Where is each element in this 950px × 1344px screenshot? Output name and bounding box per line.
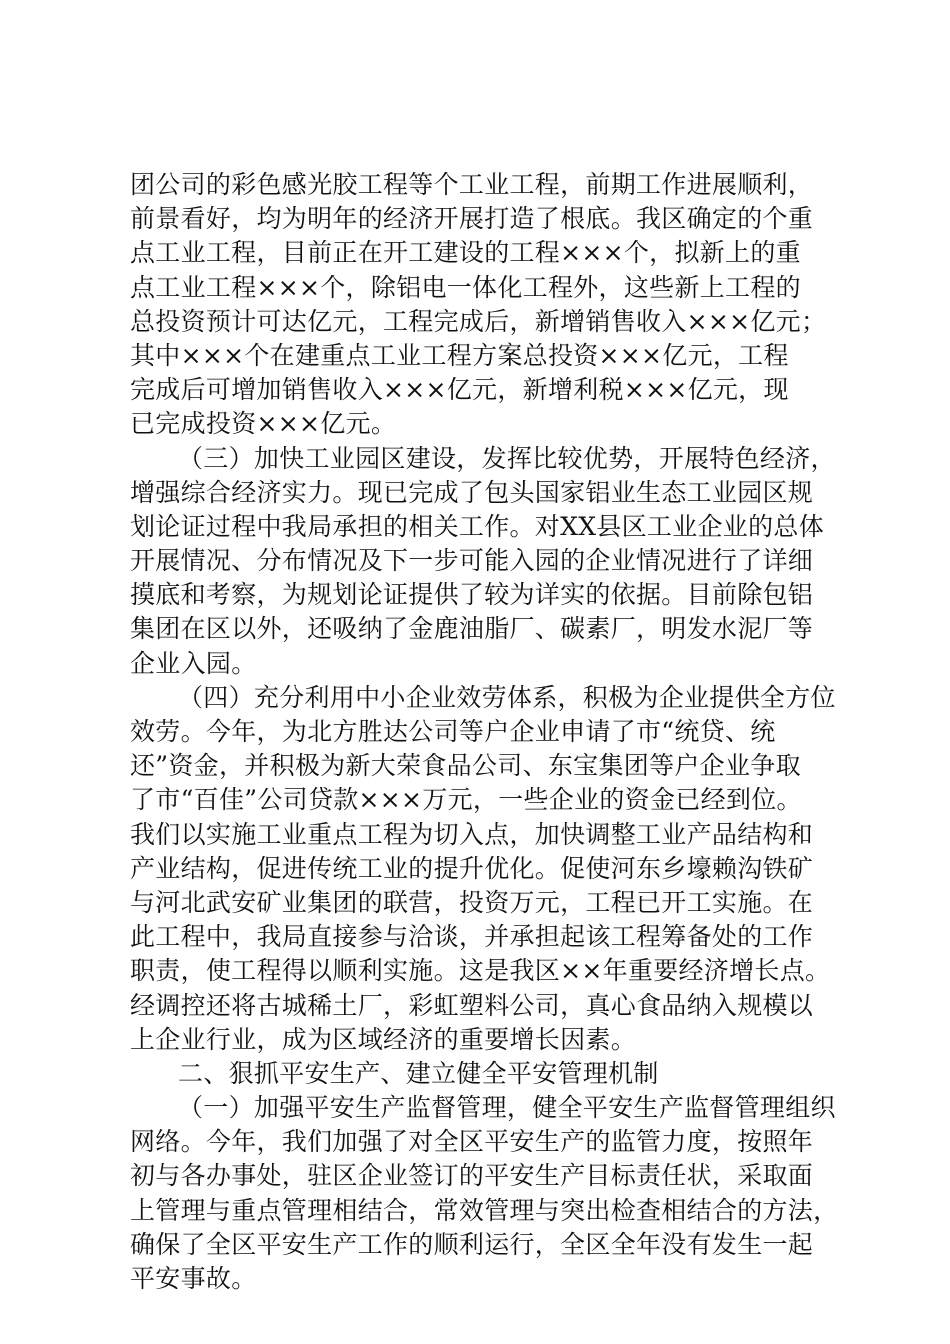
document-line: 初与各办事处，驻区企业签订的平安生产目标责任状，采取面 <box>130 1161 814 1191</box>
document-line: 点工业工程，目前正在开工建设的工程×××个，拟新上的重 <box>130 238 801 268</box>
document-line: 企业入园。 <box>130 648 257 678</box>
document-line: 上企业行业，成为区域经济的重要增长因素。 <box>130 1024 637 1054</box>
document-line: 前景看好，均为明年的经济开展打造了根底。我区确定的个重 <box>130 204 814 234</box>
document-body <box>130 168 850 1296</box>
document-line: 还”资金，并积极为新大荣食品公司、东宝集团等户企业争取 <box>130 751 801 781</box>
document-line: 经调控还将古城稀土厂，彩虹塑料公司，真心食品纳入规模以 <box>130 990 814 1020</box>
document-line: 网络。今年，我们加强了对全区平安生产的监管力度，按照年 <box>130 1127 814 1157</box>
document-line: 点工业工程×××个，除铝电一体化工程外，这些新上工程的 <box>130 272 801 302</box>
document-line: 与河北武安矿业集团的联营，投资万元，工程已开工实施。在 <box>130 887 814 917</box>
document-line: 产业结构，促进传统工业的提升优化。促使河东乡壕赖沟铁矿 <box>130 853 814 883</box>
document-line: （四）充分利用中小企业效劳体系，积极为企业提供全方位 <box>178 682 836 712</box>
document-line: 摸底和考察，为规划论证提供了较为详实的依据。目前除包铝 <box>130 580 814 610</box>
document-line: 集团在区以外，还吸纳了金鹿油脂厂、碳素厂，明发水泥厂等 <box>130 614 814 644</box>
document-line: （三）加快工业园区建设，发挥比较优势，开展特色经济， <box>178 443 836 473</box>
document-line: 了市“百佳”公司贷款×××万元，一些企业的资金已经到位。 <box>130 785 802 815</box>
document-line: 完成后可增加销售收入×××亿元，新增利税×××亿元，现 <box>130 375 789 405</box>
document-line: 平安事故。 <box>130 1264 257 1293</box>
document-line: 确保了全区平安生产工作的顺利运行，全区全年没有发生一起 <box>130 1229 814 1259</box>
document-line: 划论证过程中我局承担的相关工作。对XX县区工业企业的总体 <box>130 511 824 541</box>
document-line: 团公司的彩色感光胶工程等个工业工程，前期工作进展顺利， <box>130 170 814 199</box>
document-line: 总投资预计可达亿元，工程完成后，新增销售收入×××亿元； <box>130 306 827 336</box>
document-line: （一）加强平安生产监督管理，健全平安生产监督管理组织 <box>178 1093 836 1123</box>
document-line: 已完成投资×××亿元。 <box>130 409 397 439</box>
document-line: 效劳。今年，为北方胜达公司等户企业申请了市“统贷、统 <box>130 717 776 746</box>
document-line: 二、狠抓平安生产、建立健全平安管理机制 <box>178 1058 659 1088</box>
document-line: 增强综合经济实力。现已完成了包头国家铝业生态工业园区规 <box>130 477 814 507</box>
document-line: 其中×××个在建重点工业工程方案总投资×××亿元，工程 <box>130 340 789 370</box>
document-line: 职责，使工程得以顺利实施。这是我区××年重要经济增长点。 <box>130 956 831 986</box>
document-line: 开展情况、分布情况及下一步可能入园的企业情况进行了详细 <box>130 546 814 576</box>
document-line: 我们以实施工业重点工程为切入点，加快调整工业产品结构和 <box>130 819 814 849</box>
document-line: 上管理与重点管理相结合，常效管理与突出检查相结合的方法， <box>130 1195 839 1225</box>
document-line: 此工程中，我局直接参与洽谈，并承担起该工程筹备处的工作 <box>130 922 814 952</box>
